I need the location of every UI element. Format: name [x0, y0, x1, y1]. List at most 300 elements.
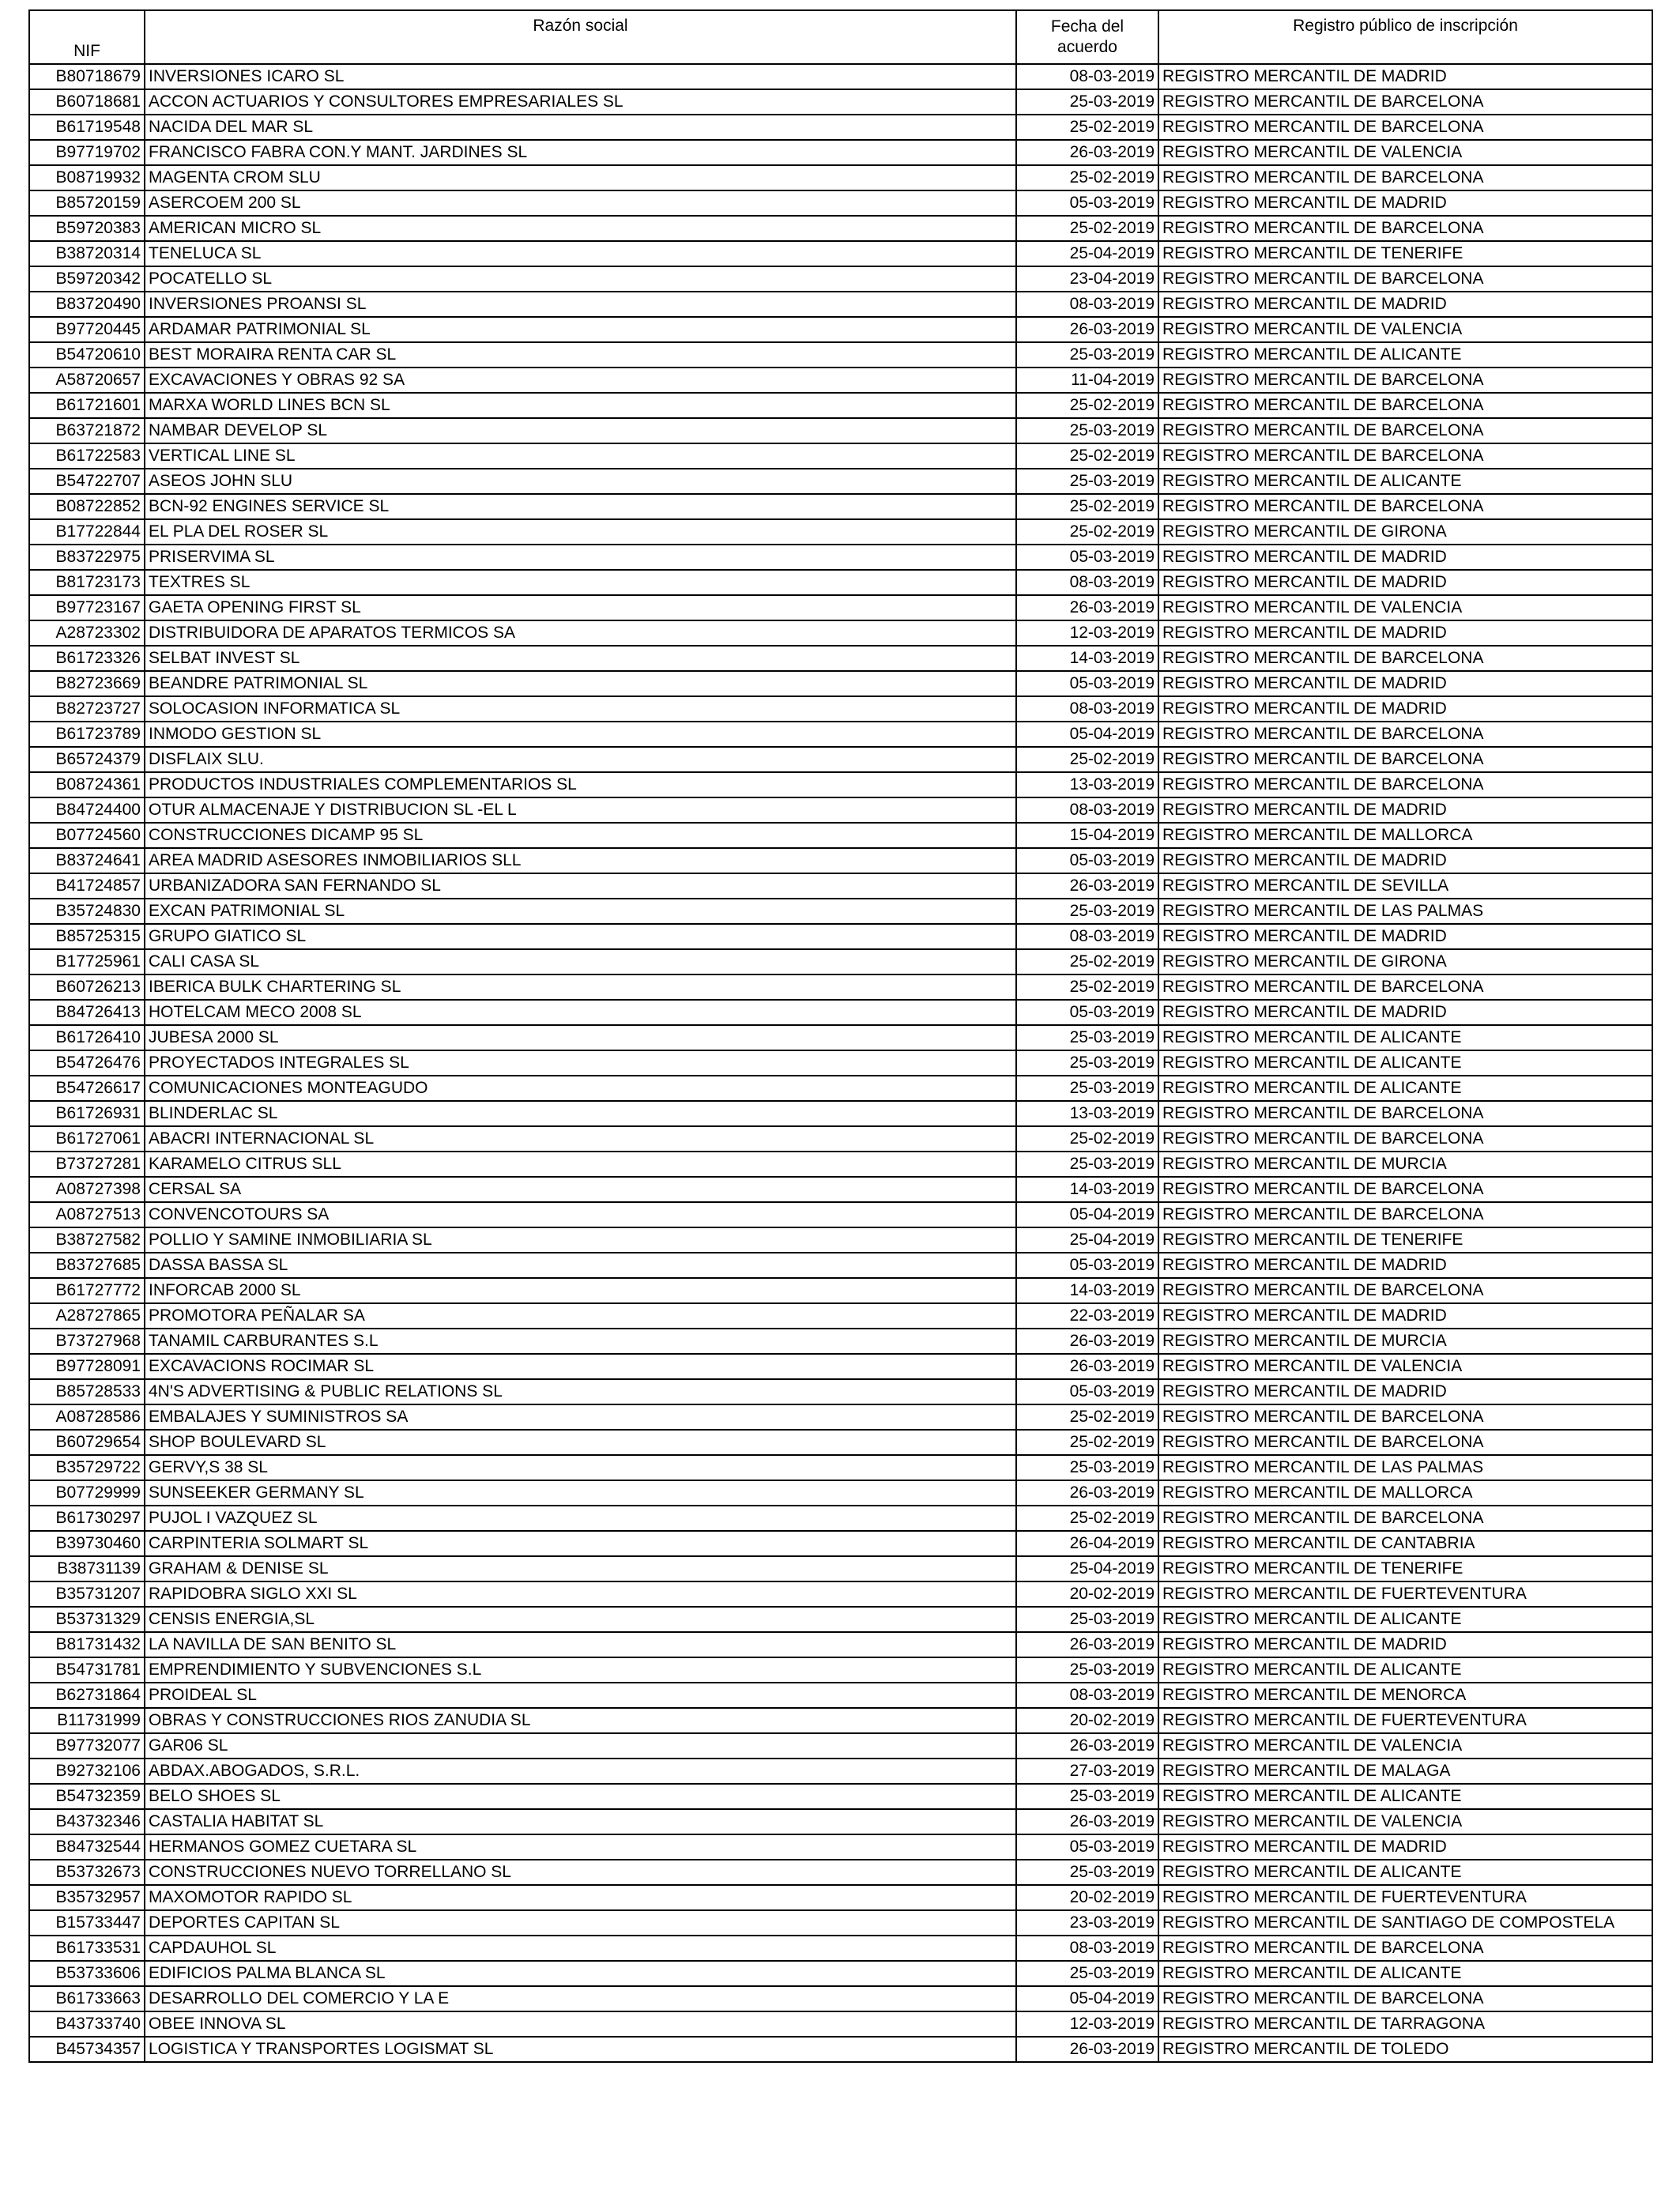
header-nif: NIF	[29, 10, 145, 64]
company-name-cell: COMUNICACIONES MONTEAGUDO	[145, 1076, 1016, 1101]
registry-cell: REGISTRO MERCANTIL DE BARCELONA	[1158, 165, 1652, 190]
company-name-cell: GRAHAM & DENISE SL	[145, 1556, 1016, 1581]
table-row	[29, 1657, 1652, 1683]
table-row	[29, 595, 1652, 620]
nif-cell: B35724830	[29, 899, 145, 924]
nif-cell: B61733663	[29, 1986, 145, 2011]
nif-cell: B54726476	[29, 1050, 145, 1076]
company-name-cell: EDIFICIOS PALMA BLANCA SL	[145, 1961, 1016, 1986]
table-row	[29, 368, 1652, 393]
table-row	[29, 1379, 1652, 1404]
table-row	[29, 1581, 1652, 1607]
table-row	[29, 1759, 1652, 1784]
company-name-cell: PROYECTADOS INTEGRALES SL	[145, 1050, 1016, 1076]
table-row	[29, 2037, 1652, 2062]
nif-cell: B82723669	[29, 671, 145, 696]
nif-cell: B80718679	[29, 64, 145, 89]
company-name-cell: OBEE INNOVA SL	[145, 2011, 1016, 2037]
registry-cell: REGISTRO MERCANTIL DE MADRID	[1158, 1253, 1652, 1278]
table-row	[29, 1834, 1652, 1860]
table-row	[29, 216, 1652, 241]
nif-cell: B61726931	[29, 1101, 145, 1126]
agreement-date-cell: 13-03-2019	[1016, 772, 1158, 797]
registry-cell: REGISTRO MERCANTIL DE MALLORCA	[1158, 1480, 1652, 1506]
company-name-cell: ABACRI INTERNACIONAL SL	[145, 1126, 1016, 1152]
company-name-cell: POCATELLO SL	[145, 266, 1016, 292]
nif-cell: B39730460	[29, 1531, 145, 1556]
nif-cell: B81723173	[29, 570, 145, 595]
table-row	[29, 974, 1652, 1000]
registry-cell: REGISTRO MERCANTIL DE FUERTEVENTURA	[1158, 1885, 1652, 1910]
company-name-cell: URBANIZADORA SAN FERNANDO SL	[145, 873, 1016, 899]
table-row	[29, 443, 1652, 469]
table-row	[29, 696, 1652, 722]
agreement-date-cell: 25-04-2019	[1016, 241, 1158, 266]
nif-cell: B92732106	[29, 1759, 145, 1784]
agreement-date-cell: 14-03-2019	[1016, 1177, 1158, 1202]
table-row	[29, 1708, 1652, 1733]
nif-cell: B61733531	[29, 1936, 145, 1961]
table-row	[29, 241, 1652, 266]
agreement-date-cell: 22-03-2019	[1016, 1303, 1158, 1329]
registry-cell: REGISTRO MERCANTIL DE MADRID	[1158, 1632, 1652, 1657]
agreement-date-cell: 25-02-2019	[1016, 1404, 1158, 1430]
nif-cell: B83724641	[29, 848, 145, 873]
registry-cell: REGISTRO MERCANTIL DE GIRONA	[1158, 949, 1652, 974]
company-name-cell: MAXOMOTOR RAPIDO SL	[145, 1885, 1016, 1910]
table-row	[29, 1632, 1652, 1657]
company-name-cell: FRANCISCO FABRA CON.Y MANT. JARDINES SL	[145, 140, 1016, 165]
company-name-cell: PUJOL I VAZQUEZ SL	[145, 1506, 1016, 1531]
company-name-cell: DEPORTES CAPITAN SL	[145, 1910, 1016, 1936]
registry-cell: REGISTRO MERCANTIL DE BARCELONA	[1158, 1278, 1652, 1303]
nif-cell: A08727398	[29, 1177, 145, 1202]
nif-cell: A28723302	[29, 620, 145, 646]
agreement-date-cell: 05-04-2019	[1016, 1986, 1158, 2011]
agreement-date-cell: 25-02-2019	[1016, 115, 1158, 140]
table-row	[29, 1329, 1652, 1354]
nif-cell: B53733606	[29, 1961, 145, 1986]
registry-cell: REGISTRO MERCANTIL DE SANTIAGO DE COMPOSTELA	[1158, 1910, 1652, 1936]
registry-cell: REGISTRO MERCANTIL DE VALENCIA	[1158, 1354, 1652, 1379]
registry-cell: REGISTRO MERCANTIL DE BARCELONA	[1158, 772, 1652, 797]
table-row	[29, 1733, 1652, 1759]
nif-cell: B11731999	[29, 1708, 145, 1733]
registry-cell: REGISTRO MERCANTIL DE BARCELONA	[1158, 1936, 1652, 1961]
registry-cell: REGISTRO MERCANTIL DE BARCELONA	[1158, 266, 1652, 292]
company-name-cell: GAR06 SL	[145, 1733, 1016, 1759]
nif-cell: B61727061	[29, 1126, 145, 1152]
registry-cell: REGISTRO MERCANTIL DE ALICANTE	[1158, 1860, 1652, 1885]
agreement-date-cell: 25-03-2019	[1016, 1961, 1158, 1986]
registry-cell: REGISTRO MERCANTIL DE ALICANTE	[1158, 1607, 1652, 1632]
table-row	[29, 115, 1652, 140]
company-name-cell: ARDAMAR PATRIMONIAL SL	[145, 317, 1016, 342]
company-name-cell: EXCAN PATRIMONIAL SL	[145, 899, 1016, 924]
agreement-date-cell: 26-03-2019	[1016, 1354, 1158, 1379]
registry-cell: REGISTRO MERCANTIL DE MADRID	[1158, 545, 1652, 570]
table-row	[29, 519, 1652, 545]
company-name-cell: ASEOS JOHN SLU	[145, 469, 1016, 494]
registry-cell: REGISTRO MERCANTIL DE ALICANTE	[1158, 1025, 1652, 1050]
company-name-cell: BLINDERLAC SL	[145, 1101, 1016, 1126]
agreement-date-cell: 05-03-2019	[1016, 1253, 1158, 1278]
company-name-cell: AMERICAN MICRO SL	[145, 216, 1016, 241]
header-date-line1: Fecha del	[1050, 17, 1124, 36]
agreement-date-cell: 25-02-2019	[1016, 1430, 1158, 1455]
agreement-date-cell: 25-04-2019	[1016, 1227, 1158, 1253]
company-name-cell: GRUPO GIATICO SL	[145, 924, 1016, 949]
nif-cell: B83727685	[29, 1253, 145, 1278]
company-name-cell: DISTRIBUIDORA DE APARATOS TERMICOS SA	[145, 620, 1016, 646]
agreement-date-cell: 25-02-2019	[1016, 519, 1158, 545]
company-name-cell: AREA MADRID ASESORES INMOBILIARIOS SLL	[145, 848, 1016, 873]
header-company-name: Razón social	[145, 10, 1016, 64]
table-row	[29, 2011, 1652, 2037]
table-row	[29, 1025, 1652, 1050]
agreement-date-cell: 12-03-2019	[1016, 620, 1158, 646]
company-name-cell: INVERSIONES PROANSI SL	[145, 292, 1016, 317]
nif-cell: B54732359	[29, 1784, 145, 1809]
company-name-cell: HERMANOS GOMEZ CUETARA SL	[145, 1834, 1016, 1860]
registry-cell: REGISTRO MERCANTIL DE BARCELONA	[1158, 89, 1652, 115]
agreement-date-cell: 25-03-2019	[1016, 1784, 1158, 1809]
agreement-date-cell: 12-03-2019	[1016, 2011, 1158, 2037]
agreement-date-cell: 08-03-2019	[1016, 292, 1158, 317]
registry-cell: REGISTRO MERCANTIL DE FUERTEVENTURA	[1158, 1708, 1652, 1733]
agreement-date-cell: 26-03-2019	[1016, 1329, 1158, 1354]
nif-cell: A08727513	[29, 1202, 145, 1227]
agreement-date-cell: 25-04-2019	[1016, 1556, 1158, 1581]
nif-cell: B84724400	[29, 797, 145, 823]
agreement-date-cell: 05-03-2019	[1016, 848, 1158, 873]
table-row	[29, 924, 1652, 949]
agreement-date-cell: 25-02-2019	[1016, 747, 1158, 772]
table-row	[29, 646, 1652, 671]
nif-cell: B84726413	[29, 1000, 145, 1025]
table-row	[29, 393, 1652, 418]
agreement-date-cell: 25-03-2019	[1016, 1657, 1158, 1683]
registry-cell: REGISTRO MERCANTIL DE BARCELONA	[1158, 1506, 1652, 1531]
company-name-cell: INFORCAB 2000 SL	[145, 1278, 1016, 1303]
company-name-cell: JUBESA 2000 SL	[145, 1025, 1016, 1050]
nif-cell: B53731329	[29, 1607, 145, 1632]
company-name-cell: SOLOCASION INFORMATICA SL	[145, 696, 1016, 722]
nif-cell: B43733740	[29, 2011, 145, 2037]
registry-cell: REGISTRO MERCANTIL DE MADRID	[1158, 1834, 1652, 1860]
table-row	[29, 1303, 1652, 1329]
header-date-line2: acuerdo	[1057, 38, 1117, 56]
nif-cell: B54722707	[29, 469, 145, 494]
nif-cell: B61727772	[29, 1278, 145, 1303]
company-name-cell: EXCAVACIONS ROCIMAR SL	[145, 1354, 1016, 1379]
registry-cell: REGISTRO MERCANTIL DE ALICANTE	[1158, 1076, 1652, 1101]
table-row	[29, 494, 1652, 519]
nif-cell: B61723326	[29, 646, 145, 671]
nif-cell: B97723167	[29, 595, 145, 620]
table-row	[29, 949, 1652, 974]
agreement-date-cell: 25-02-2019	[1016, 949, 1158, 974]
agreement-date-cell: 26-04-2019	[1016, 1531, 1158, 1556]
company-name-cell: BEST MORAIRA RENTA CAR SL	[145, 342, 1016, 368]
agreement-date-cell: 27-03-2019	[1016, 1759, 1158, 1784]
company-name-cell: ASERCOEM 200 SL	[145, 190, 1016, 216]
company-name-cell: BEANDRE PATRIMONIAL SL	[145, 671, 1016, 696]
agreement-date-cell: 20-02-2019	[1016, 1708, 1158, 1733]
nif-cell: B97720445	[29, 317, 145, 342]
agreement-date-cell: 25-03-2019	[1016, 89, 1158, 115]
agreement-date-cell: 23-04-2019	[1016, 266, 1158, 292]
registry-cell: REGISTRO MERCANTIL DE BARCELONA	[1158, 1986, 1652, 2011]
registry-cell: REGISTRO MERCANTIL DE BARCELONA	[1158, 1404, 1652, 1430]
registry-cell: REGISTRO MERCANTIL DE MADRID	[1158, 1303, 1652, 1329]
company-name-cell: MAGENTA CROM SLU	[145, 165, 1016, 190]
agreement-date-cell: 05-04-2019	[1016, 722, 1158, 747]
nif-cell: B73727281	[29, 1152, 145, 1177]
table-row	[29, 1050, 1652, 1076]
registry-cell: REGISTRO MERCANTIL DE TENERIFE	[1158, 241, 1652, 266]
registry-cell: REGISTRO MERCANTIL DE TENERIFE	[1158, 1556, 1652, 1581]
registry-cell: REGISTRO MERCANTIL DE MADRID	[1158, 1000, 1652, 1025]
company-name-cell: CASTALIA HABITAT SL	[145, 1809, 1016, 1834]
nif-cell: B08719932	[29, 165, 145, 190]
registry-cell: REGISTRO MERCANTIL DE BARCELONA	[1158, 1202, 1652, 1227]
company-name-cell: TENELUCA SL	[145, 241, 1016, 266]
nif-cell: B60729654	[29, 1430, 145, 1455]
registry-cell: REGISTRO MERCANTIL DE BARCELONA	[1158, 974, 1652, 1000]
nif-cell: B82723727	[29, 696, 145, 722]
registry-cell: REGISTRO MERCANTIL DE VALENCIA	[1158, 595, 1652, 620]
agreement-date-cell: 08-03-2019	[1016, 696, 1158, 722]
table-row	[29, 570, 1652, 595]
registry-cell: REGISTRO MERCANTIL DE BARCELONA	[1158, 418, 1652, 443]
registry-cell: REGISTRO MERCANTIL DE MADRID	[1158, 292, 1652, 317]
table-row	[29, 1961, 1652, 1986]
table-row	[29, 1430, 1652, 1455]
table-row	[29, 469, 1652, 494]
table-row	[29, 823, 1652, 848]
table-row	[29, 1809, 1652, 1834]
table-row	[29, 140, 1652, 165]
company-name-cell: HOTELCAM MECO 2008 SL	[145, 1000, 1016, 1025]
registry-cell: REGISTRO MERCANTIL DE BARCELONA	[1158, 368, 1652, 393]
company-name-cell: EXCAVACIONES Y OBRAS 92 SA	[145, 368, 1016, 393]
registry-cell: REGISTRO MERCANTIL DE MADRID	[1158, 64, 1652, 89]
agreement-date-cell: 14-03-2019	[1016, 646, 1158, 671]
table-row	[29, 1531, 1652, 1556]
company-name-cell: ACCON ACTUARIOS Y CONSULTORES EMPRESARIALES SL	[145, 89, 1016, 115]
company-name-cell: RAPIDOBRA SIGLO XXI SL	[145, 1581, 1016, 1607]
nif-cell: B65724379	[29, 747, 145, 772]
agreement-date-cell: 25-03-2019	[1016, 1050, 1158, 1076]
agreement-date-cell: 25-03-2019	[1016, 1076, 1158, 1101]
nif-cell: B35732957	[29, 1885, 145, 1910]
company-name-cell: SELBAT INVEST SL	[145, 646, 1016, 671]
company-name-cell: EMBALAJES Y SUMINISTROS SA	[145, 1404, 1016, 1430]
table-row	[29, 64, 1652, 89]
table-row	[29, 1126, 1652, 1152]
nif-cell: B07724560	[29, 823, 145, 848]
registry-cell: REGISTRO MERCANTIL DE BARCELONA	[1158, 1126, 1652, 1152]
table-row	[29, 1860, 1652, 1885]
registry-cell: REGISTRO MERCANTIL DE MADRID	[1158, 671, 1652, 696]
nif-cell: B08722852	[29, 494, 145, 519]
company-name-cell: PROMOTORA PEÑALAR SA	[145, 1303, 1016, 1329]
agreement-date-cell: 20-02-2019	[1016, 1581, 1158, 1607]
agreement-date-cell: 05-03-2019	[1016, 1000, 1158, 1025]
table-row	[29, 1227, 1652, 1253]
nif-cell: B59720383	[29, 216, 145, 241]
company-name-cell: LA NAVILLA DE SAN BENITO SL	[145, 1632, 1016, 1657]
company-name-cell: KARAMELO CITRUS SLL	[145, 1152, 1016, 1177]
company-name-cell: NAMBAR DEVELOP SL	[145, 418, 1016, 443]
table-row	[29, 418, 1652, 443]
agreement-date-cell: 25-03-2019	[1016, 1455, 1158, 1480]
nif-cell: B62731864	[29, 1683, 145, 1708]
registry-cell: REGISTRO MERCANTIL DE BARCELONA	[1158, 443, 1652, 469]
agreement-date-cell: 05-03-2019	[1016, 545, 1158, 570]
company-name-cell: CONVENCOTOURS SA	[145, 1202, 1016, 1227]
registry-cell: REGISTRO MERCANTIL DE BARCELONA	[1158, 747, 1652, 772]
nif-cell: B85728533	[29, 1379, 145, 1404]
nif-cell: B54726617	[29, 1076, 145, 1101]
table-row	[29, 292, 1652, 317]
registry-cell: REGISTRO MERCANTIL DE SEVILLA	[1158, 873, 1652, 899]
nif-cell: B43732346	[29, 1809, 145, 1834]
table-row	[29, 1607, 1652, 1632]
table-row	[29, 620, 1652, 646]
registry-cell: REGISTRO MERCANTIL DE TARRAGONA	[1158, 2011, 1652, 2037]
agreement-date-cell: 25-02-2019	[1016, 1126, 1158, 1152]
agreement-date-cell: 11-04-2019	[1016, 368, 1158, 393]
registry-cell: REGISTRO MERCANTIL DE BARCELONA	[1158, 494, 1652, 519]
nif-cell: B54720610	[29, 342, 145, 368]
table-row	[29, 1784, 1652, 1809]
table-row	[29, 1000, 1652, 1025]
table-header	[29, 10, 1652, 64]
registry-cell: REGISTRO MERCANTIL DE MADRID	[1158, 924, 1652, 949]
table-row	[29, 1683, 1652, 1708]
company-name-cell: INVERSIONES ICARO SL	[145, 64, 1016, 89]
header-row	[29, 10, 1652, 64]
registry-cell: REGISTRO MERCANTIL DE BARCELONA	[1158, 1101, 1652, 1126]
nif-cell: B61726410	[29, 1025, 145, 1050]
registry-cell: REGISTRO MERCANTIL DE BARCELONA	[1158, 115, 1652, 140]
agreement-date-cell: 25-02-2019	[1016, 165, 1158, 190]
agreement-date-cell: 25-02-2019	[1016, 443, 1158, 469]
nif-cell: B59720342	[29, 266, 145, 292]
agreement-date-cell: 08-03-2019	[1016, 797, 1158, 823]
table-row	[29, 1076, 1652, 1101]
company-name-cell: CAPDAUHOL SL	[145, 1936, 1016, 1961]
table-row	[29, 1455, 1652, 1480]
company-name-cell: GERVY,S 38 SL	[145, 1455, 1016, 1480]
agreement-date-cell: 26-03-2019	[1016, 2037, 1158, 2062]
nif-cell: B61723789	[29, 722, 145, 747]
company-name-cell: CENSIS ENERGIA,SL	[145, 1607, 1016, 1632]
nif-cell: B61719548	[29, 115, 145, 140]
registry-cell: REGISTRO MERCANTIL DE VALENCIA	[1158, 1809, 1652, 1834]
nif-cell: B38727582	[29, 1227, 145, 1253]
table-row	[29, 342, 1652, 368]
agreement-date-cell: 25-03-2019	[1016, 899, 1158, 924]
registry-cell: REGISTRO MERCANTIL DE MADRID	[1158, 848, 1652, 873]
nif-cell: B17725961	[29, 949, 145, 974]
company-name-cell: DESARROLLO DEL COMERCIO Y LA E	[145, 1986, 1016, 2011]
agreement-date-cell: 25-03-2019	[1016, 1025, 1158, 1050]
company-name-cell: OBRAS Y CONSTRUCCIONES RIOS ZANUDIA SL	[145, 1708, 1016, 1733]
company-name-cell: 4N'S ADVERTISING & PUBLIC RELATIONS SL	[145, 1379, 1016, 1404]
nif-cell: B97732077	[29, 1733, 145, 1759]
registry-cell: REGISTRO MERCANTIL DE MADRID	[1158, 696, 1652, 722]
agreement-date-cell: 05-03-2019	[1016, 1379, 1158, 1404]
agreement-date-cell: 25-03-2019	[1016, 342, 1158, 368]
nif-cell: B61721601	[29, 393, 145, 418]
table-row	[29, 1101, 1652, 1126]
company-name-cell: CONSTRUCCIONES DICAMP 95 SL	[145, 823, 1016, 848]
agreement-date-cell: 08-03-2019	[1016, 924, 1158, 949]
table-row	[29, 165, 1652, 190]
nif-cell: B17722844	[29, 519, 145, 545]
agreement-date-cell: 25-03-2019	[1016, 418, 1158, 443]
company-name-cell: TANAMIL CARBURANTES S.L	[145, 1329, 1016, 1354]
registry-cell: REGISTRO MERCANTIL DE BARCELONA	[1158, 1430, 1652, 1455]
company-name-cell: DASSA BASSA SL	[145, 1253, 1016, 1278]
nif-cell: A28727865	[29, 1303, 145, 1329]
company-name-cell: MARXA WORLD LINES BCN SL	[145, 393, 1016, 418]
nif-cell: B08724361	[29, 772, 145, 797]
company-name-cell: LOGISTICA Y TRANSPORTES LOGISMAT SL	[145, 2037, 1016, 2062]
table-row	[29, 1404, 1652, 1430]
registry-cell: REGISTRO MERCANTIL DE MADRID	[1158, 620, 1652, 646]
registry-cell: REGISTRO MERCANTIL DE MADRID	[1158, 797, 1652, 823]
agreement-date-cell: 13-03-2019	[1016, 1101, 1158, 1126]
registry-cell: REGISTRO MERCANTIL DE GIRONA	[1158, 519, 1652, 545]
company-name-cell: EL PLA DEL ROSER SL	[145, 519, 1016, 545]
company-name-cell: ABDAX.ABOGADOS, S.R.L.	[145, 1759, 1016, 1784]
registry-cell: REGISTRO MERCANTIL DE ALICANTE	[1158, 1784, 1652, 1809]
registry-cell: REGISTRO MERCANTIL DE CANTABRIA	[1158, 1531, 1652, 1556]
company-name-cell: INMODO GESTION SL	[145, 722, 1016, 747]
table-row	[29, 1177, 1652, 1202]
nif-cell: B61730297	[29, 1506, 145, 1531]
agreement-date-cell: 26-03-2019	[1016, 595, 1158, 620]
nif-cell: B54731781	[29, 1657, 145, 1683]
nif-cell: B53732673	[29, 1860, 145, 1885]
table-row	[29, 722, 1652, 747]
registry-cell: REGISTRO MERCANTIL DE ALICANTE	[1158, 1657, 1652, 1683]
company-name-cell: DISFLAIX SLU.	[145, 747, 1016, 772]
company-name-cell: BCN-92 ENGINES SERVICE SL	[145, 494, 1016, 519]
agreement-date-cell: 05-03-2019	[1016, 190, 1158, 216]
table-row	[29, 190, 1652, 216]
nif-cell: B35729722	[29, 1455, 145, 1480]
registry-cell: REGISTRO MERCANTIL DE MALLORCA	[1158, 823, 1652, 848]
company-name-cell: NACIDA DEL MAR SL	[145, 115, 1016, 140]
nif-cell: B83720490	[29, 292, 145, 317]
table-row	[29, 89, 1652, 115]
table-row	[29, 1910, 1652, 1936]
header-registry: Registro público de inscripción	[1158, 10, 1652, 64]
company-name-cell: EMPRENDIMIENTO Y SUBVENCIONES S.L	[145, 1657, 1016, 1683]
agreement-date-cell: 25-03-2019	[1016, 1607, 1158, 1632]
table-row	[29, 772, 1652, 797]
registry-cell: REGISTRO MERCANTIL DE BARCELONA	[1158, 1177, 1652, 1202]
registry-cell: REGISTRO MERCANTIL DE MADRID	[1158, 190, 1652, 216]
agreement-date-cell: 26-03-2019	[1016, 1733, 1158, 1759]
agreement-date-cell: 25-02-2019	[1016, 494, 1158, 519]
table-row	[29, 1202, 1652, 1227]
